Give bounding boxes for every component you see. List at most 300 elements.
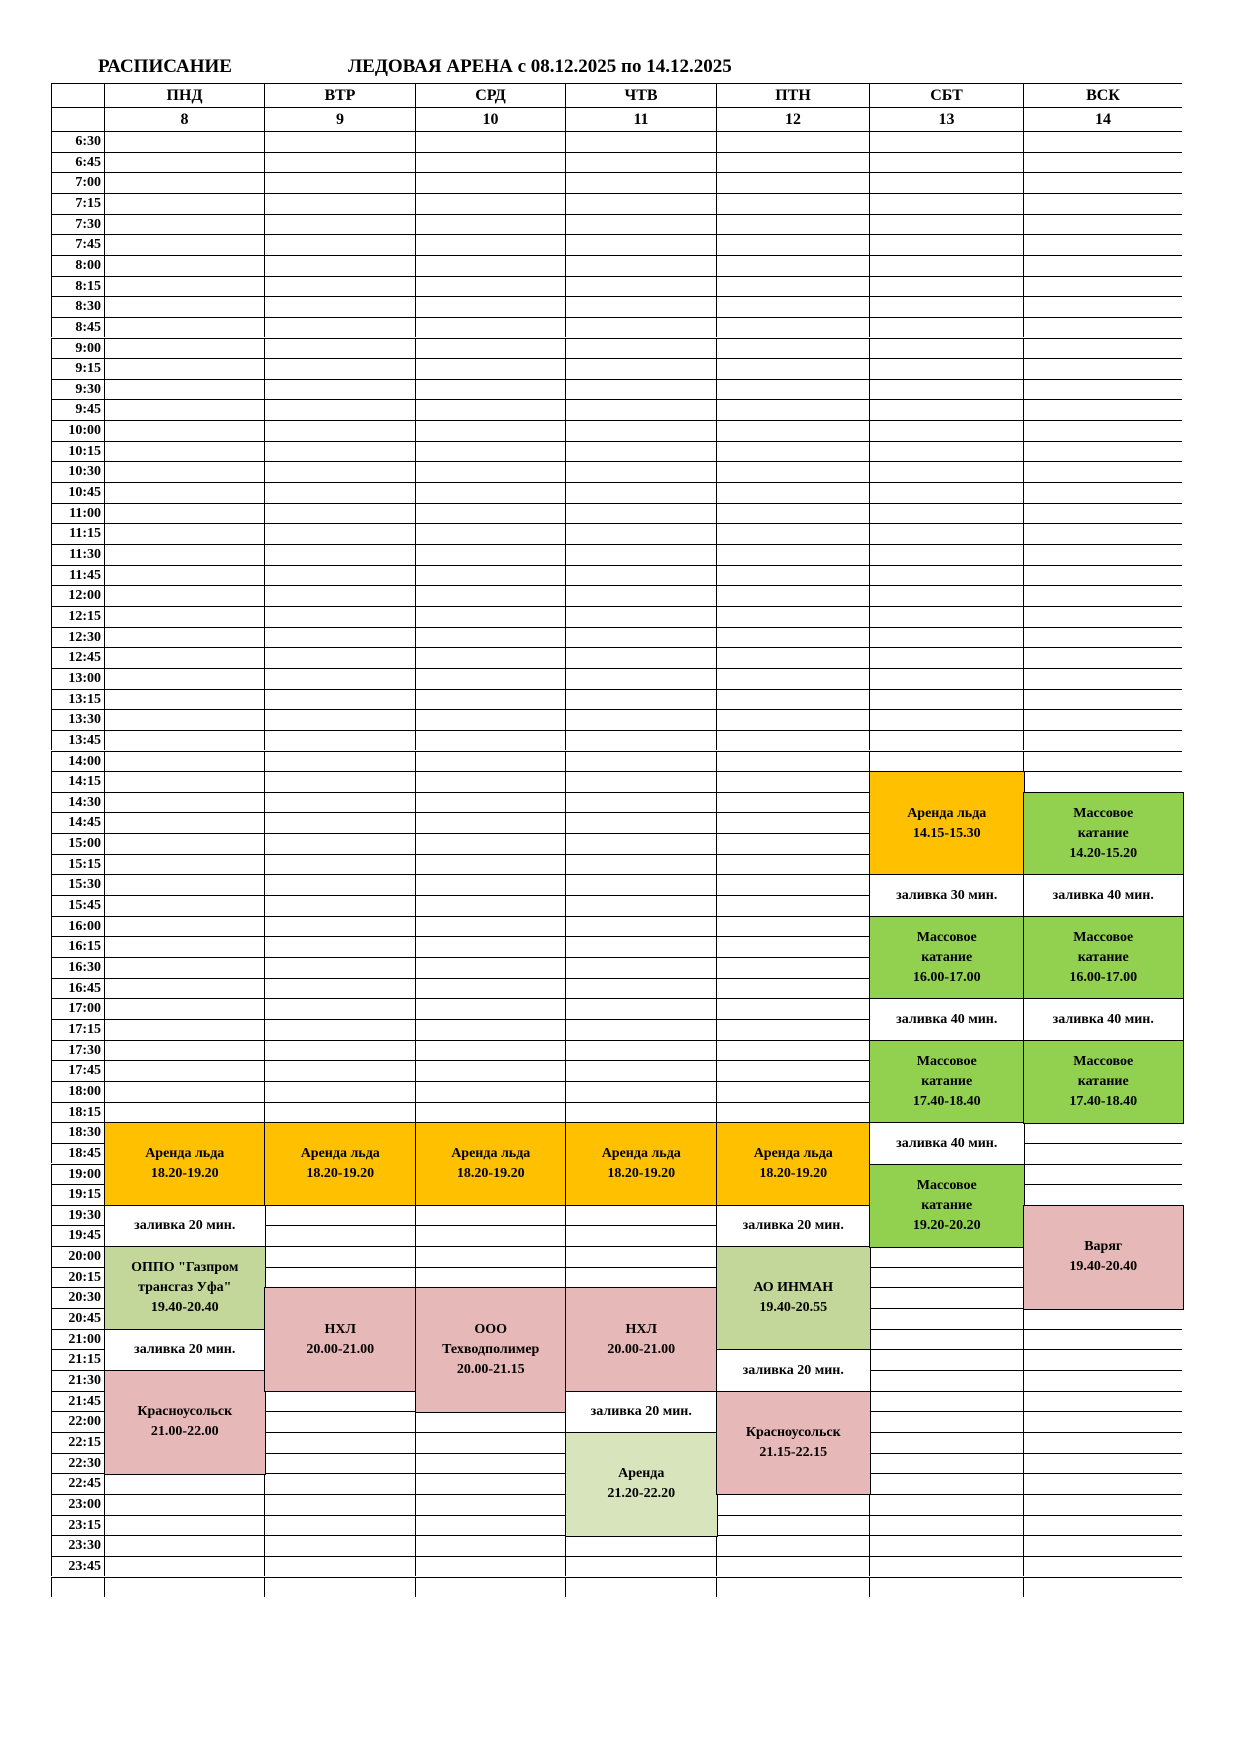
schedule-cell	[1023, 317, 1182, 338]
schedule-cell	[716, 874, 869, 895]
event-text: ОППО "Газпром	[131, 1260, 239, 1276]
time-label: 10:30	[51, 461, 104, 482]
schedule-cell	[565, 627, 716, 648]
event-block	[1023, 916, 1184, 1000]
schedule-cell	[565, 503, 716, 524]
schedule-cell	[415, 1535, 565, 1556]
schedule-cell	[415, 1577, 565, 1598]
schedule-cell	[565, 358, 716, 379]
schedule-cell	[869, 689, 1023, 710]
schedule-cell	[104, 358, 264, 379]
event-text: 16.00-17.00	[912, 969, 981, 985]
schedule-cell	[565, 585, 716, 606]
schedule-cell	[716, 978, 869, 999]
schedule-cell	[264, 1453, 415, 1474]
schedule-cell	[565, 730, 716, 751]
schedule-cell	[565, 1060, 716, 1081]
time-label: 7:45	[51, 234, 104, 255]
schedule-cell	[1023, 214, 1182, 235]
schedule-cell	[1023, 689, 1182, 710]
schedule-cell	[415, 978, 565, 999]
schedule-cell	[264, 833, 415, 854]
time-label: 22:45	[51, 1473, 104, 1494]
date-header: 14	[1023, 107, 1182, 131]
schedule-cell	[104, 792, 264, 813]
date-header: 10	[415, 107, 565, 131]
schedule-cell	[415, 627, 565, 648]
schedule-cell	[264, 668, 415, 689]
schedule-cell	[104, 771, 264, 792]
schedule-cell	[104, 606, 264, 627]
schedule-cell	[565, 441, 716, 462]
schedule-cell	[716, 854, 869, 875]
schedule-cell	[869, 214, 1023, 235]
resurfacing-block	[716, 1205, 871, 1248]
schedule-cell	[415, 234, 565, 255]
schedule-cell	[264, 730, 415, 751]
schedule-cell	[869, 1370, 1023, 1391]
schedule-cell	[415, 771, 565, 792]
schedule-cell	[716, 482, 869, 503]
event-block	[1023, 792, 1184, 876]
schedule-cell	[716, 523, 869, 544]
schedule-cell	[104, 420, 264, 441]
schedule-cell	[104, 709, 264, 730]
schedule-cell	[869, 1515, 1023, 1536]
time-label	[51, 1577, 104, 1598]
schedule-cell	[565, 895, 716, 916]
time-label: 15:00	[51, 833, 104, 854]
schedule-cell	[716, 792, 869, 813]
schedule-cell	[565, 296, 716, 317]
schedule-cell	[415, 1205, 565, 1226]
day-header: ПНД	[104, 83, 264, 107]
schedule-cell	[264, 854, 415, 875]
time-label: 10:00	[51, 420, 104, 441]
schedule-cell	[415, 668, 565, 689]
time-label: 8:30	[51, 296, 104, 317]
schedule-cell	[565, 193, 716, 214]
event-text: 18.20-19.20	[607, 1166, 676, 1182]
schedule-cell	[869, 461, 1023, 482]
time-label: 23:15	[51, 1515, 104, 1536]
schedule-cell	[716, 461, 869, 482]
day-header: ВТР	[264, 83, 415, 107]
day-header: ПТН	[716, 83, 869, 107]
schedule-table	[51, 83, 1191, 1613]
schedule-cell	[716, 503, 869, 524]
event-text: заливка 20 мин.	[134, 1218, 236, 1234]
schedule-cell	[1023, 482, 1182, 503]
schedule-cell	[716, 1040, 869, 1061]
time-label: 16:30	[51, 957, 104, 978]
event-block	[869, 1164, 1025, 1248]
schedule-cell	[716, 565, 869, 586]
schedule-cell	[869, 1391, 1023, 1412]
schedule-cell	[869, 317, 1023, 338]
time-label: 20:30	[51, 1287, 104, 1308]
schedule-cell	[565, 1535, 716, 1556]
schedule-cell	[1023, 461, 1182, 482]
date-header: 12	[716, 107, 869, 131]
schedule-cell	[716, 1577, 869, 1598]
schedule-cell	[104, 544, 264, 565]
resurfacing-block	[716, 1349, 871, 1392]
schedule-cell	[565, 420, 716, 441]
schedule-cell	[1023, 1515, 1182, 1536]
schedule-cell	[1023, 647, 1182, 668]
schedule-cell	[869, 379, 1023, 400]
time-label: 23:00	[51, 1494, 104, 1515]
schedule-cell	[565, 338, 716, 359]
schedule-cell	[565, 1556, 716, 1577]
schedule-cell	[716, 255, 869, 276]
event-block	[716, 1246, 871, 1351]
schedule-cell	[104, 978, 264, 999]
schedule-cell	[264, 461, 415, 482]
schedule-cell	[565, 1102, 716, 1123]
event-block	[104, 1122, 266, 1206]
time-label: 21:15	[51, 1349, 104, 1370]
schedule-cell	[565, 957, 716, 978]
time-label: 12:45	[51, 647, 104, 668]
schedule-cell	[716, 668, 869, 689]
event-text: катание	[921, 1197, 973, 1213]
schedule-cell	[869, 1473, 1023, 1494]
schedule-cell	[104, 1040, 264, 1061]
schedule-cell	[415, 544, 565, 565]
schedule-cell	[104, 234, 264, 255]
schedule-cell	[264, 1432, 415, 1453]
schedule-cell	[565, 152, 716, 173]
event-block	[869, 771, 1025, 876]
event-block	[1023, 1040, 1184, 1124]
schedule-cell	[264, 1473, 415, 1494]
schedule-cell	[716, 709, 869, 730]
event-text: 21.00-22.00	[150, 1424, 219, 1440]
schedule-cell	[1023, 627, 1182, 648]
schedule-cell	[1023, 606, 1182, 627]
schedule-cell	[869, 751, 1023, 772]
event-text: трансгаз Уфа"	[138, 1280, 232, 1296]
schedule-cell	[716, 1081, 869, 1102]
schedule-cell	[415, 1432, 565, 1453]
event-text: 18.20-19.20	[150, 1166, 219, 1182]
schedule-cell	[104, 276, 264, 297]
schedule-cell	[104, 895, 264, 916]
schedule-cell	[1023, 276, 1182, 297]
schedule-cell	[869, 276, 1023, 297]
event-block	[869, 1040, 1025, 1124]
time-label: 14:15	[51, 771, 104, 792]
event-text: 21.15-22.15	[759, 1445, 828, 1461]
schedule-cell	[1023, 523, 1182, 544]
schedule-cell	[264, 1411, 415, 1432]
schedule-cell	[869, 585, 1023, 606]
event-text: Массовое	[1073, 1053, 1134, 1069]
schedule-cell	[415, 193, 565, 214]
schedule-cell	[1023, 730, 1182, 751]
schedule-cell	[565, 1019, 716, 1040]
schedule-cell	[264, 998, 415, 1019]
event-text: заливка 20 мин.	[742, 1218, 844, 1234]
schedule-cell	[104, 1577, 264, 1598]
schedule-cell	[264, 544, 415, 565]
schedule-cell	[716, 1515, 869, 1536]
event-text: 17.40-18.40	[912, 1093, 981, 1109]
schedule-cell	[104, 255, 264, 276]
time-label: 11:30	[51, 544, 104, 565]
schedule-cell	[869, 358, 1023, 379]
schedule-cell	[104, 585, 264, 606]
schedule-cell	[415, 1225, 565, 1246]
schedule-cell	[716, 833, 869, 854]
schedule-cell	[415, 606, 565, 627]
schedule-cell	[264, 565, 415, 586]
schedule-cell	[869, 255, 1023, 276]
schedule-cell	[716, 998, 869, 1019]
event-text: заливка 40 мин.	[896, 1135, 998, 1151]
schedule-cell	[264, 771, 415, 792]
schedule-cell	[565, 214, 716, 235]
schedule-cell	[565, 1081, 716, 1102]
schedule-cell	[415, 131, 565, 152]
schedule-cell	[104, 874, 264, 895]
schedule-cell	[716, 214, 869, 235]
time-label: 13:30	[51, 709, 104, 730]
schedule-cell	[264, 338, 415, 359]
schedule-cell	[264, 1040, 415, 1061]
time-label: 7:00	[51, 172, 104, 193]
schedule-cell	[104, 689, 264, 710]
schedule-cell	[1023, 1164, 1182, 1185]
schedule-cell	[415, 709, 565, 730]
schedule-cell	[104, 833, 264, 854]
time-label: 9:15	[51, 358, 104, 379]
schedule-cell	[1023, 1453, 1182, 1474]
time-label: 20:15	[51, 1267, 104, 1288]
schedule-cell	[415, 1267, 565, 1288]
event-block	[716, 1391, 871, 1496]
date-header: 9	[264, 107, 415, 131]
schedule-cell	[104, 296, 264, 317]
schedule-cell	[869, 172, 1023, 193]
schedule-cell	[264, 916, 415, 937]
schedule-cell	[415, 317, 565, 338]
schedule-cell	[415, 854, 565, 875]
schedule-cell	[1023, 1391, 1182, 1412]
schedule-cell	[869, 1535, 1023, 1556]
schedule-cell	[104, 1556, 264, 1577]
schedule-cell	[264, 812, 415, 833]
time-label: 21:00	[51, 1329, 104, 1350]
schedule-cell	[1023, 709, 1182, 730]
schedule-cell	[264, 152, 415, 173]
day-header: СРД	[415, 83, 565, 107]
schedule-cell	[565, 916, 716, 937]
schedule-cell	[1023, 1349, 1182, 1370]
event-text: Красноусольск	[745, 1425, 841, 1441]
schedule-cell	[565, 647, 716, 668]
schedule-cell	[869, 1246, 1023, 1267]
day-header: ВСК	[1023, 83, 1182, 107]
event-text: Красноусольск	[137, 1404, 233, 1420]
schedule-cell	[716, 276, 869, 297]
schedule-cell	[264, 751, 415, 772]
schedule-cell	[1023, 668, 1182, 689]
schedule-cell	[264, 276, 415, 297]
schedule-cell	[264, 1535, 415, 1556]
event-text: 21.20-22.20	[607, 1486, 676, 1502]
time-label: 7:15	[51, 193, 104, 214]
schedule-cell	[869, 730, 1023, 751]
schedule-cell	[565, 998, 716, 1019]
schedule-cell	[104, 854, 264, 875]
schedule-cell	[415, 461, 565, 482]
schedule-cell	[565, 1577, 716, 1598]
event-block	[415, 1287, 567, 1412]
schedule-cell	[869, 1556, 1023, 1577]
schedule-cell	[716, 1060, 869, 1081]
time-label: 15:30	[51, 874, 104, 895]
schedule-cell	[415, 1556, 565, 1577]
time-label: 17:15	[51, 1019, 104, 1040]
schedule-cell	[264, 957, 415, 978]
schedule-cell	[264, 1556, 415, 1577]
schedule-cell	[415, 812, 565, 833]
schedule-cell	[104, 957, 264, 978]
event-text: катание	[921, 1073, 973, 1089]
event-block	[104, 1370, 266, 1475]
resurfacing-block	[869, 1122, 1025, 1165]
schedule-cell	[264, 1267, 415, 1288]
schedule-cell	[716, 627, 869, 648]
schedule-cell	[869, 420, 1023, 441]
schedule-cell	[716, 172, 869, 193]
time-label: 10:45	[51, 482, 104, 503]
schedule-cell	[415, 1040, 565, 1061]
schedule-cell	[1023, 420, 1182, 441]
schedule-cell	[415, 379, 565, 400]
time-label: 18:30	[51, 1122, 104, 1143]
event-text: Массовое	[1073, 805, 1134, 821]
schedule-cell	[565, 544, 716, 565]
schedule-cell	[716, 916, 869, 937]
schedule-cell	[1023, 193, 1182, 214]
schedule-cell	[869, 441, 1023, 462]
schedule-cell	[104, 565, 264, 586]
schedule-cell	[415, 792, 565, 813]
schedule-cell	[716, 379, 869, 400]
schedule-cell	[565, 854, 716, 875]
schedule-cell	[104, 812, 264, 833]
schedule-cell	[104, 152, 264, 173]
schedule-cell	[716, 1556, 869, 1577]
time-label: 13:45	[51, 730, 104, 751]
event-text: Аренда льда	[907, 805, 987, 821]
schedule-cell	[1023, 1370, 1182, 1391]
time-label: 9:30	[51, 379, 104, 400]
event-text: катание	[1077, 949, 1129, 965]
schedule-cell	[264, 379, 415, 400]
schedule-cell	[565, 131, 716, 152]
schedule-cell	[869, 544, 1023, 565]
schedule-cell	[1023, 771, 1182, 792]
schedule-cell	[716, 1535, 869, 1556]
event-text: Аренда	[618, 1466, 665, 1482]
event-text: Аренда льда	[145, 1146, 225, 1162]
schedule-cell	[415, 1060, 565, 1081]
time-label: 9:00	[51, 338, 104, 359]
schedule-cell	[716, 957, 869, 978]
time-label: 11:45	[51, 565, 104, 586]
schedule-cell	[264, 193, 415, 214]
schedule-cell	[869, 1329, 1023, 1350]
event-text: Аренда льда	[601, 1146, 681, 1162]
event-text: 18.20-19.20	[759, 1166, 828, 1182]
schedule-cell	[264, 1246, 415, 1267]
schedule-cell	[869, 1287, 1023, 1308]
title-arena-period: ЛЕДОВАЯ АРЕНА с 08.12.2025 по 14.12.2025	[348, 56, 732, 77]
schedule-cell	[415, 441, 565, 462]
resurfacing-block	[869, 998, 1025, 1041]
event-text: заливка 40 мин.	[1052, 1011, 1154, 1027]
schedule-cell	[104, 1494, 264, 1515]
schedule-cell	[1023, 1577, 1182, 1598]
schedule-cell	[869, 1577, 1023, 1598]
event-text: 14.20-15.20	[1069, 845, 1138, 861]
schedule-cell	[716, 317, 869, 338]
event-block	[415, 1122, 567, 1206]
event-text: 20.00-21.00	[607, 1341, 676, 1357]
event-text: катание	[1077, 1073, 1129, 1089]
time-label: 20:45	[51, 1308, 104, 1329]
schedule-cell	[1023, 585, 1182, 606]
schedule-cell	[869, 1411, 1023, 1432]
schedule-cell	[1023, 1556, 1182, 1577]
schedule-cell	[264, 585, 415, 606]
schedule-cell	[415, 152, 565, 173]
event-text: ООО	[474, 1322, 508, 1338]
event-block	[565, 1287, 718, 1392]
schedule-cell	[565, 771, 716, 792]
schedule-cell	[716, 585, 869, 606]
time-label: 19:45	[51, 1225, 104, 1246]
schedule-cell	[565, 668, 716, 689]
schedule-cell	[104, 998, 264, 1019]
schedule-cell	[104, 338, 264, 359]
schedule-cell	[104, 503, 264, 524]
schedule-cell	[264, 689, 415, 710]
schedule-cell	[415, 1081, 565, 1102]
time-label: 11:15	[51, 523, 104, 544]
resurfacing-block	[1023, 874, 1184, 917]
schedule-cell	[104, 441, 264, 462]
event-text: Массовое	[1073, 929, 1134, 945]
schedule-cell	[264, 482, 415, 503]
schedule-cell	[869, 627, 1023, 648]
schedule-cell	[1023, 296, 1182, 317]
event-text: заливка 20 мин.	[590, 1404, 692, 1420]
schedule-cell	[415, 214, 565, 235]
schedule-cell	[1023, 234, 1182, 255]
schedule-cell	[565, 751, 716, 772]
time-label: 16:00	[51, 916, 104, 937]
event-text: 18.20-19.20	[456, 1166, 525, 1182]
schedule-cell	[415, 647, 565, 668]
event-text: НХЛ	[324, 1321, 356, 1337]
event-text: заливка 30 мин.	[896, 887, 998, 903]
